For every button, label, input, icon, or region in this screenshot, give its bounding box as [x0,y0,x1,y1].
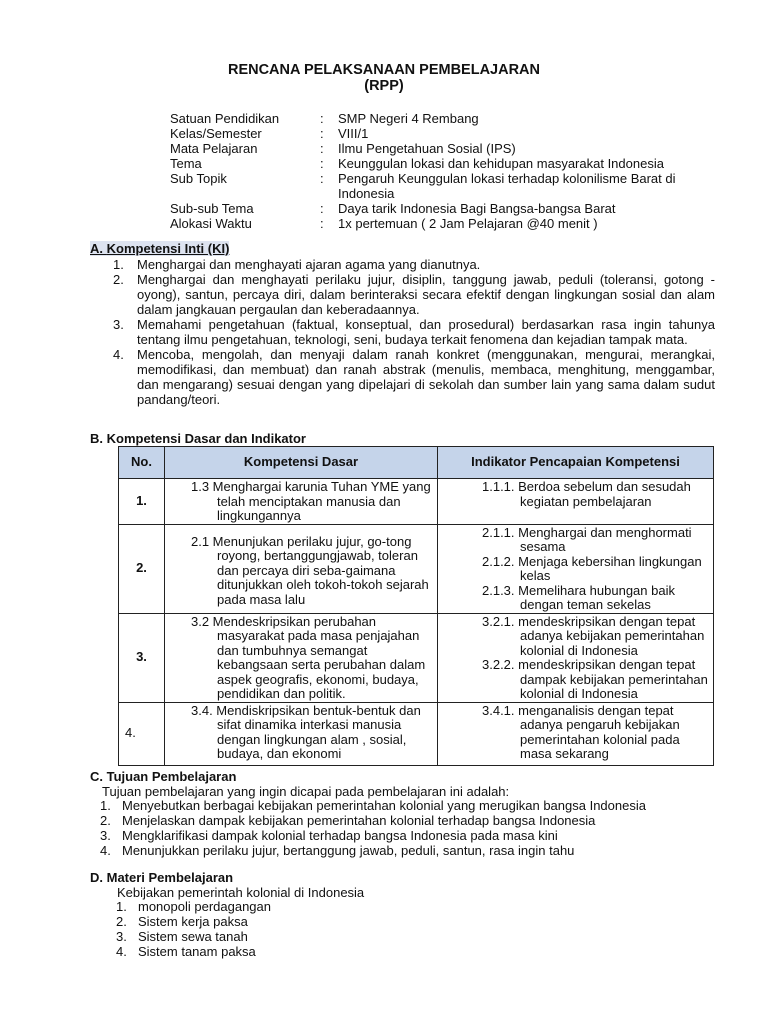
info-colon: : [320,156,324,171]
info-colon: : [320,126,324,141]
info-label: Tema [170,156,202,171]
info-colon: : [320,141,324,156]
info-row-kelas [170,126,730,141]
cell-kd: 1.3 Menghargai karunia Tuhan YME yang telah menciptakan manusia dan lingkungannya [165,479,438,525]
table-row [119,702,714,765]
list-item: 3. Memahami pengetahuan (faktual, konseptual, dan prosedural) berdasarkan rasa ingin tahunya tentang ilmu pengetahuan, teknologi, seni, budaya terkait fenomena dan kejadian tampak mata. [113,317,715,347]
list-item: 1. Menyebutkan berbagai kebijakan pemerintahan kolonial yang merugikan bangsa Indonesia [100,798,646,813]
info-row-mapel [170,141,730,156]
table-row [119,524,714,613]
cell-no: 4. [119,702,165,765]
info-row-alokasi [170,216,730,231]
document-title: RENCANA PELAKSANAAN PEMBELAJARAN [227,62,541,78]
materi-list [116,899,271,959]
section-heading-materi: D. Materi Pembelajaran [90,870,234,885]
cell-kd: 3.4. Mendiskripsikan bentuk-bentuk dan sifat dinamika interkasi manusia dengan lingkungan alam , sosial, budaya, dan ekonomi [165,702,438,765]
info-value: Keunggulan lokasi dan kehidupan masyarakat Indonesia [338,156,664,171]
list-item: 2. Menjelaskan dampak kebijakan pemerintahan kolonial terhadap bangsa Indonesia [100,813,596,828]
column-header-kd: Kompetensi Dasar [165,447,438,479]
info-value: Ilmu Pengetahuan Sosial (IPS) [338,141,516,156]
info-colon: : [320,171,324,186]
list-item: 2. Menghargai dan menghayati perilaku jujur, disiplin, tanggung jawab, peduli (toleransi, gotong -oyong), santun, percaya diri, dalam berinteraksi secara efektif dengan lingkungan sosial dan alam dalam jangkauan pergaulan dan keberadaannya. [113,272,715,317]
table-row [119,613,714,702]
cell-no: 3. [119,613,165,702]
cell-indikator: 2.1.1. Menghargai dan menghormati sesama 2.1.2. Menjaga kebersihan lingkungan kelas 2.1.3. Memelihara hubungan baik dengan teman sekelas [438,524,714,613]
list-item: 2. Sistem kerja paksa [116,914,248,929]
info-value: Pengaruh Keunggulan lokasi terhadap kolonilisme Barat di Indonesia [338,171,676,201]
info-colon: : [320,111,324,126]
list-item: 1. Menghargai dan menghayati ajaran agama yang dianutnya. [113,257,481,272]
info-row-satuan [170,111,730,126]
cell-kd: 3.2 Mendeskripsikan perubahan masyarakat pada masa penjajahan dan tumbuhnya semangat kebangsaan serta perubahan dalam aspek geografis, ekonomi, budaya, pendidikan dan politik. [165,613,438,702]
info-value: SMP Negeri 4 Rembang [338,111,479,126]
info-label: Mata Pelajaran [170,141,258,156]
list-item: 4. Sistem tanam paksa [116,944,256,959]
info-row-tema [170,156,730,171]
cell-no: 2. [119,524,165,613]
info-value: VIII/1 [338,126,369,141]
info-value: 1x pertemuan ( 2 Jam Pelajaran @40 menit ) [338,216,598,231]
info-colon: : [320,216,324,231]
section-heading-ki [90,241,229,256]
ki-list [113,257,715,407]
tujuan-list [100,798,720,858]
ki-heading-text: Kompetensi Inti (KI) [106,241,230,256]
list-item: 3. Mengklarifikasi dampak kolonial terhadap bangsa Indonesia pada masa kini [100,828,558,843]
kd-table [118,446,714,766]
cell-kd: 2.1 Menunjukan perilaku jujur, go-tong royong, bertanggungjawab, toleran dan percaya diri seba-gaimana ditunjukkan oleh tokoh-tokoh sejarah pada masa lalu [165,524,438,613]
document-subtitle: (RPP) [364,78,404,94]
section-heading-tujuan: C. Tujuan Pembelajaran [90,769,237,784]
info-label: Satuan Pendidikan [170,111,280,126]
tujuan-intro: Tujuan pembelajaran yang ingin dicapai pada pembelajaran ini adalah: [102,784,510,799]
info-label: Kelas/Semester [170,126,262,141]
info-colon: : [320,201,324,216]
column-header-no: No. [119,447,165,479]
list-item: 3. Sistem sewa tanah [116,929,248,944]
list-item: 1. monopoli perdagangan [116,899,271,914]
section-heading-kd: B. Kompetensi Dasar dan Indikator [90,431,306,446]
table-row [119,479,714,525]
materi-intro: Kebijakan pemerintah kolonial di Indonesia [117,885,365,900]
list-item: 4. Menunjukkan perilaku jujur, bertanggung jawab, peduli, santun, rasa ingin tahu [100,843,575,858]
ki-letter: A. [90,241,103,256]
cell-indikator: 3.4.1. menganalisis dengan tepat adanya pengaruh kebijakan pemerintahan kolonial pada masa sekarang [438,702,714,765]
cell-indikator: 1.1.1. Berdoa sebelum dan sesudah kegiatan pembelajaran [438,479,714,525]
cell-no: 1. [119,479,165,525]
info-row-subtopik [170,171,730,201]
info-value: Daya tarik Indonesia Bagi Bangsa-bangsa Barat [338,201,616,216]
identity-block [170,111,730,231]
info-row-subsubtema [170,201,730,216]
column-header-indikator: Indikator Pencapaian Kompetensi [438,447,714,479]
info-label: Sub Topik [170,171,227,186]
cell-indikator: 3.2.1. mendeskripsikan dengan tepat adanya kebijakan pemerintahan kolonial di Indonesia 3.2.2. mendeskripsikan dengan tepat dampak kebijakan pemerintahan kolonial di Indonesia [438,613,714,702]
info-label: Sub-sub Tema [170,201,254,216]
info-label: Alokasi Waktu [170,216,252,231]
table-header-row [119,447,714,479]
list-item: 4. Mencoba, mengolah, dan menyaji dalam ranah konkret (menggunakan, mengurai, merangkai, memodifikasi, dan membuat) dan ranah abstrak (menulis, membaca, menghitung, menggambar, dan mengarang) sesuai dengan yang dipelajari di sekolah dan sumber lain yang sama dalam sudut pandang/teori. [113,347,715,407]
